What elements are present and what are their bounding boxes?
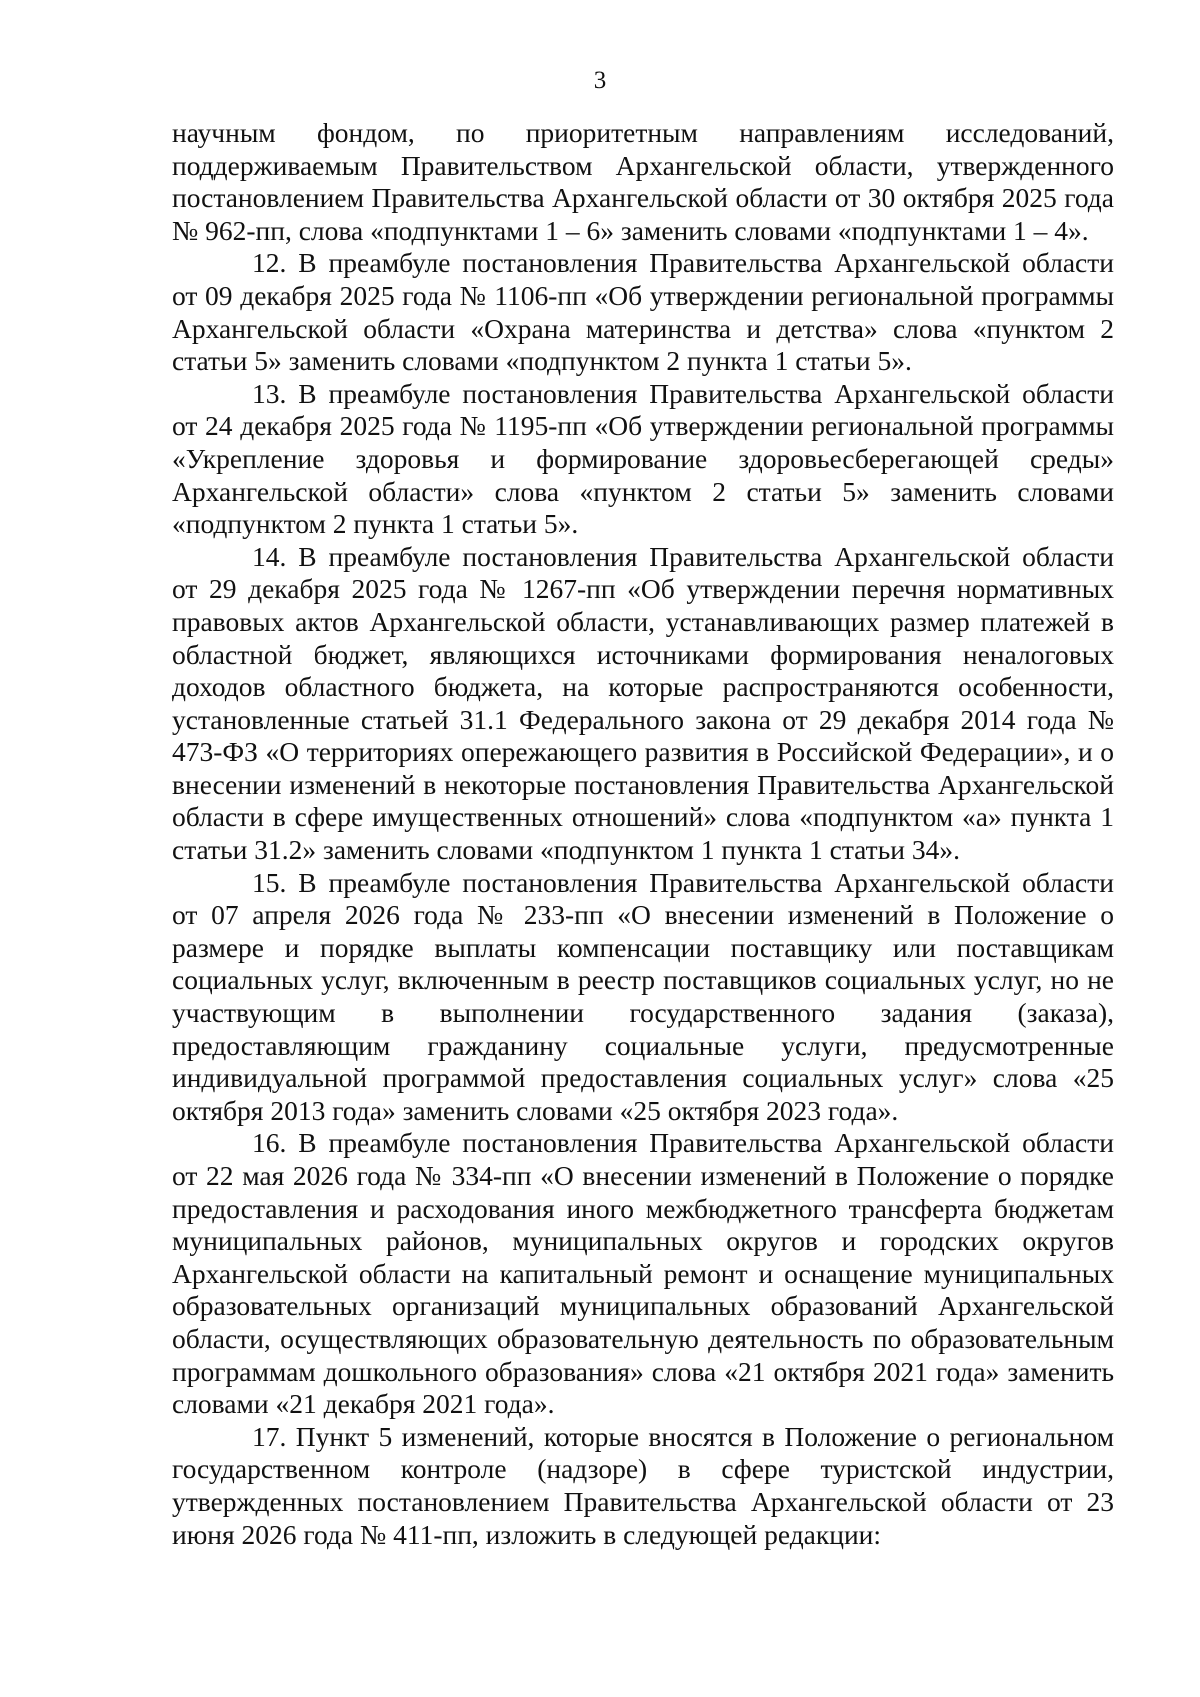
document-body [172,117,1114,1551]
paragraph-14: 14. В преамбуле постановления Правительства Архангельской области от 29 декабря 2025 года № 1267-пп «Об утверждении перечня нормативных правовых актов Архангельской области, устанавливающих размер платежей в областной бюджет, являющихся источниками формирования неналоговых доходов областного бюджета, на которые распространяются особенности, установленные статьей 31.1 Федерального закона от 29 декабря 2014 года № 473-ФЗ «О территориях опережающего развития в Российской Федерации», и о внесении изменений в некоторые постановления Правительства Архангельской области в сфере имущественных отношений» слова «подпунктом «а» пункта 1 статьи 31.2» заменить словами «подпунктом 1 пункта 1 статьи 34». [172,540,1114,866]
paragraph-continuation: научным фондом, по приоритетным направлениям исследований, поддерживаемым Правительством Архангельской области, утвержденного постановлением Правительства Архангельской области от 30 октября 2025 года № 962-пп, слова «подпунктами 1 – 6» заменить словами «подпунктами 1 – 4». [172,117,1114,246]
paragraph-16: 16. В преамбуле постановления Правительства Архангельской области от 22 мая 2026 года № 334-пп «О внесении изменений в Положение о порядке предоставления и расходования иного межбюджетного трансферта бюджетам муниципальных районов, муниципальных округов и городских округов Архангельской области на капитальный ремонт и оснащение муниципальных образовательных организаций муниципальных образований Архангельской области, осуществляющих образовательную деятельность по образовательным программам дошкольного образования» слова «21 октября 2021 года» заменить словами «21 декабря 2021 года». [172,1127,1114,1420]
paragraph-12: 12. В преамбуле постановления Правительства Архангельской области от 09 декабря 2025 года № 1106-пп «Об утверждении региональной программы Архангельской области «Охрана материнства и детства» слова «пунктом 2 статьи 5» заменить словами «подпунктом 2 пункта 1 статьи 5». [172,247,1114,377]
page-number: 3 [593,67,607,94]
paragraph-13: 13. В преамбуле постановления Правительства Архангельской области от 24 декабря 2025 года № 1195-пп «Об утверждении региональной программы «Укрепление здоровья и формирование здоровьесберегающей среды» Архангельской области» слова «пунктом 2 статьи 5» заменить словами «подпунктом 2 пункта 1 статьи 5». [172,377,1114,540]
paragraph-15: 15. В преамбуле постановления Правительства Архангельской области от 07 апреля 2026 года № 233-пп «О внесении изменений в Положение о размере и порядке выплаты компенсации поставщику или поставщикам социальных услуг, включенным в реестр поставщиков социальных услуг, но не участвующим в выполнении государственного задания (заказа), предоставляющим гражданину социальные услуги, предусмотренные индивидуальной программой предоставления социальных услуг» слова «25 октября 2013 года» заменить словами «25 октября 2023 года». [172,866,1114,1126]
paragraph-17: 17. Пункт 5 изменений, которые вносятся в Положение о региональном государственном контроле (надзоре) в сфере туристской индустрии, утвержденных постановлением Правительства Архангельской области от 23 июня 2026 года № 411-пп, изложить в следующей редакции: [172,1420,1114,1550]
